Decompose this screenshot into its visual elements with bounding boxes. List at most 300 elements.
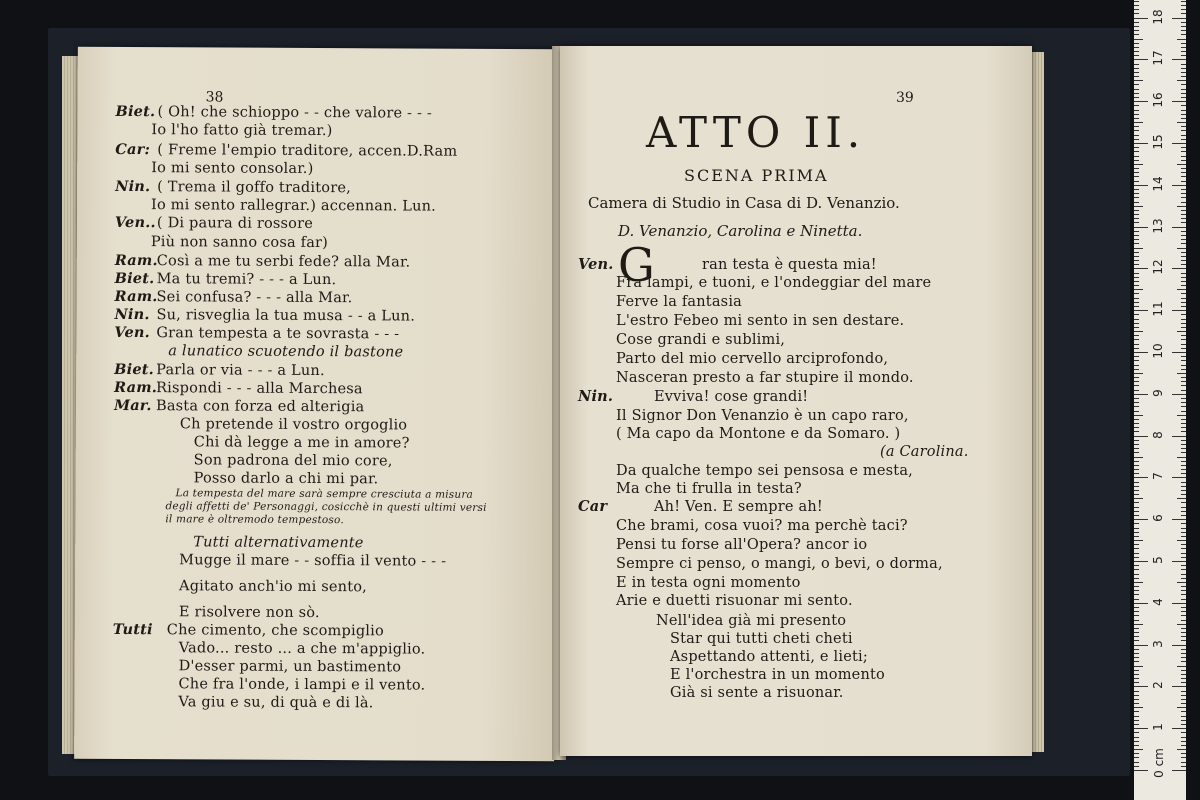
ruler-number: 9: [1151, 388, 1165, 397]
verse-line: Parla or via - - - a Lun.: [156, 362, 325, 380]
ruler-tick: [1134, 1, 1139, 2]
ruler-tick: [1181, 68, 1186, 69]
ruler-tick: [1134, 720, 1139, 721]
ruler-tick: [1134, 30, 1139, 31]
ruler-tick: [1181, 89, 1186, 90]
ruler-tick: [1181, 22, 1186, 23]
verse-line: Tutti alternativamente: [193, 534, 364, 552]
ruler-tick: [1181, 557, 1186, 558]
ruler-tick: [1134, 331, 1143, 332]
ruler-tick: [1134, 645, 1148, 646]
ruler-tick: [1134, 490, 1139, 491]
ruler-tick: [1181, 114, 1186, 115]
ruler-tick: [1181, 507, 1186, 508]
ruler-tick: [1181, 444, 1186, 445]
act-heading: ATTO II.: [646, 108, 866, 157]
verse-line: Aspettando attenti, e lieti;: [670, 649, 868, 665]
ruler-tick: [1172, 686, 1186, 687]
ruler-tick: [1181, 369, 1186, 370]
ruler-tick: [1177, 624, 1186, 625]
ruler-tick: [1181, 732, 1186, 733]
ruler-tick: [1181, 306, 1186, 307]
speaker-label: Biet.: [114, 360, 154, 379]
ruler-tick: [1181, 737, 1186, 738]
ruler-tick: [1134, 741, 1139, 742]
ruler-tick: [1134, 13, 1139, 14]
ruler-tick: [1181, 235, 1186, 236]
ruler-tick: [1181, 293, 1186, 294]
verse-line: (a Carolina.: [880, 444, 969, 460]
ruler-tick: [1134, 114, 1139, 115]
ruler-tick: [1181, 202, 1186, 203]
ruler-tick: [1181, 427, 1186, 428]
verse-line: Ah! Ven. E sempre ah!: [654, 499, 823, 515]
ruler-tick: [1181, 419, 1186, 420]
ruler-tick: [1181, 452, 1186, 453]
right-page: [560, 46, 1032, 756]
verse-line: Nell'idea già mi presento: [656, 613, 847, 629]
ruler-tick: [1181, 285, 1186, 286]
verse-line: Star qui tutti cheti cheti: [670, 631, 853, 647]
verse-line: Sei confusa? - - - alla Mar.: [156, 289, 353, 307]
ruler-tick: [1172, 770, 1186, 771]
ruler-tick: [1134, 528, 1139, 529]
verse-line: E l'orchestra in un momento: [670, 667, 885, 683]
ruler-tick: [1181, 385, 1186, 386]
ruler-tick: [1181, 757, 1186, 758]
ruler-tick: [1181, 181, 1186, 182]
ruler-tick: [1181, 670, 1186, 671]
ruler-tick: [1134, 151, 1139, 152]
ruler-tick: [1172, 519, 1186, 520]
ruler-tick: [1181, 118, 1186, 119]
ruler-tick: [1134, 415, 1143, 416]
ruler-tick: [1134, 557, 1139, 558]
ruler-tick: [1134, 603, 1148, 604]
ruler-tick: [1134, 248, 1143, 249]
ruler-tick: [1134, 76, 1139, 77]
ruler-tick: [1172, 59, 1186, 60]
ruler-tick: [1134, 636, 1139, 637]
ruler-tick: [1134, 130, 1139, 131]
ruler-tick: [1134, 302, 1139, 303]
ruler-tick: [1134, 419, 1139, 420]
ruler-tick: [1134, 369, 1139, 370]
ruler-tick: [1134, 461, 1139, 462]
ruler-tick: [1134, 699, 1139, 700]
ruler-tick: [1134, 47, 1139, 48]
ruler-tick: [1181, 628, 1186, 629]
ruler-tick: [1134, 615, 1139, 616]
ruler-tick: [1181, 661, 1186, 662]
ruler-tick: [1177, 373, 1186, 374]
ruler-tick: [1181, 239, 1186, 240]
ruler-tick: [1134, 72, 1139, 73]
ruler-tick: [1181, 657, 1186, 658]
ruler-tick: [1134, 243, 1139, 244]
ruler-tick: [1181, 741, 1186, 742]
ruler-tick: [1177, 498, 1186, 499]
ruler-tick: [1177, 289, 1186, 290]
ruler-tick: [1181, 147, 1186, 148]
ruler-tick: [1134, 189, 1139, 190]
ruler-tick: [1181, 335, 1186, 336]
ruler-tick: [1181, 13, 1186, 14]
ruler-tick: [1134, 310, 1148, 311]
ruler-tick: [1134, 477, 1148, 478]
ruler-tick: [1134, 540, 1143, 541]
ruler-tick: [1181, 160, 1186, 161]
ruler-tick: [1134, 176, 1139, 177]
ruler-tick: [1172, 227, 1186, 228]
ruler-tick: [1134, 523, 1139, 524]
ruler-tick: [1181, 377, 1186, 378]
ruler-tick: [1134, 711, 1139, 712]
verse-line: Che cimento, che scompiglio: [166, 622, 384, 640]
ruler-tick: [1181, 214, 1186, 215]
speaker-label: Car: [578, 498, 608, 515]
ruler-tick: [1181, 720, 1186, 721]
ruler-tick: [1134, 193, 1139, 194]
ruler-number: 7: [1151, 472, 1165, 481]
ruler-tick: [1134, 256, 1139, 257]
ruler-tick: [1181, 423, 1186, 424]
ruler-tick: [1181, 640, 1186, 641]
verse-line: Parto del mio cervello arciprofondo,: [616, 351, 889, 367]
ruler-tick: [1134, 703, 1139, 704]
ruler-tick: [1181, 473, 1186, 474]
ruler-tick: [1134, 285, 1139, 286]
ruler-tick: [1134, 640, 1139, 641]
ruler-tick: [1134, 147, 1139, 148]
ruler-tick: [1134, 231, 1139, 232]
ruler-tick: [1181, 502, 1186, 503]
verse-line: Così a me tu serbi fede? alla Mar.: [156, 253, 411, 271]
ruler-tick: [1134, 716, 1139, 717]
ruler-tick: [1181, 189, 1186, 190]
ruler-tick: [1134, 118, 1139, 119]
ruler-tick: [1181, 93, 1186, 94]
ruler-number: 10: [1151, 343, 1165, 359]
ruler-tick: [1181, 222, 1186, 223]
ruler-tick: [1177, 164, 1186, 165]
ruler-tick: [1181, 711, 1186, 712]
ruler-tick: [1181, 277, 1186, 278]
ruler-tick: [1181, 515, 1186, 516]
ruler-tick: [1134, 511, 1139, 512]
ruler-tick: [1181, 30, 1186, 31]
ruler-tick: [1134, 582, 1143, 583]
ruler-tick: [1134, 356, 1139, 357]
ruler-tick: [1134, 498, 1143, 499]
ruler-number: 6: [1151, 514, 1165, 523]
ruler-tick: [1134, 139, 1139, 140]
ruler-tick: [1134, 431, 1139, 432]
ruler-tick: [1181, 536, 1186, 537]
ruler-tick: [1134, 339, 1139, 340]
ruler-tick: [1134, 135, 1139, 136]
ruler-tick: [1181, 298, 1186, 299]
verse-line: ( Oh! che schioppo - - che valore - - -: [157, 104, 433, 122]
speaker-label: Ven..: [114, 213, 156, 232]
ruler-tick: [1181, 766, 1186, 767]
ruler-tick: [1134, 594, 1139, 595]
ruler-tick: [1181, 649, 1186, 650]
ruler-tick: [1181, 26, 1186, 27]
ruler-tick: [1134, 586, 1139, 587]
note-line: il mare è oltremodo tempestoso.: [165, 513, 344, 527]
ruler-tick: [1134, 745, 1139, 746]
speaker-label: Biet.: [114, 269, 155, 288]
ruler-tick: [1181, 528, 1186, 529]
ruler-tick: [1134, 678, 1139, 679]
ruler-tick: [1177, 582, 1186, 583]
ruler-tick: [1181, 586, 1186, 587]
ruler-tick: [1134, 122, 1143, 123]
measurement-ruler: [1134, 0, 1186, 800]
ruler-tick: [1134, 762, 1139, 763]
ruler-tick: [1134, 185, 1148, 186]
verse-line: Che fra l'onde, i lampi e il vento.: [178, 676, 426, 694]
ruler-tick: [1134, 319, 1139, 320]
ruler-tick: [1134, 26, 1139, 27]
ruler-tick: [1134, 411, 1139, 412]
verse-line: Sempre ci penso, o mangi, o bevi, o dorma,: [616, 556, 943, 572]
ruler-tick: [1134, 51, 1139, 52]
ruler-tick: [1181, 607, 1186, 608]
verse-line: Più non sanno cosa far): [150, 234, 329, 252]
speaker-label: Tutti: [112, 620, 153, 639]
ruler-tick: [1134, 753, 1139, 754]
ruler-tick: [1134, 160, 1139, 161]
ruler-tick: [1181, 1, 1186, 2]
ruler-tick: [1181, 440, 1186, 441]
ruler-tick: [1181, 390, 1186, 391]
verse-line: Ma tu tremi? - - - a Lun.: [156, 271, 337, 289]
ruler-tick: [1177, 457, 1186, 458]
ruler-tick: [1134, 691, 1139, 692]
ruler-tick: [1134, 43, 1139, 44]
ruler-tick: [1134, 268, 1148, 269]
note-line: degli affetti de' Personaggi, cosicchè in questi ultimi versi: [165, 500, 487, 514]
ruler-tick: [1181, 47, 1186, 48]
ruler-tick: [1134, 197, 1139, 198]
ruler-tick: [1134, 465, 1139, 466]
ruler-number: 14: [1151, 176, 1165, 192]
ruler-tick: [1134, 9, 1139, 10]
ruler-number: 1: [1151, 723, 1165, 732]
ruler-tick: [1181, 151, 1186, 152]
ruler-tick: [1134, 352, 1148, 353]
verse-line: Agitato anch'io mi sento,: [179, 578, 368, 596]
ruler-tick: [1177, 206, 1186, 207]
speaker-label: Nin.: [114, 305, 150, 324]
ruler-tick: [1134, 473, 1139, 474]
ruler-tick: [1181, 523, 1186, 524]
ruler-tick: [1134, 289, 1143, 290]
right-page-edges: [1030, 52, 1044, 752]
ruler-tick: [1181, 620, 1186, 621]
ruler-tick: [1134, 686, 1148, 687]
note-line: La tempesta del mare sarà sempre cresciuta a misura: [175, 487, 474, 501]
ruler-tick: [1134, 565, 1139, 566]
ruler-tick: [1134, 599, 1139, 600]
ruler-tick: [1134, 515, 1139, 516]
ruler-tick: [1134, 670, 1139, 671]
ruler-tick: [1134, 398, 1139, 399]
ruler-tick: [1134, 143, 1148, 144]
ruler-tick: [1134, 402, 1139, 403]
ruler-tick: [1177, 39, 1186, 40]
ruler-tick: [1134, 34, 1139, 35]
ruler-tick: [1181, 632, 1186, 633]
ruler-tick: [1134, 737, 1139, 738]
ruler-tick: [1177, 415, 1186, 416]
ruler-tick: [1134, 39, 1143, 40]
left-page: [74, 47, 558, 762]
ruler-tick: [1181, 72, 1186, 73]
verse-line: Ferve la fantasia: [616, 294, 742, 310]
ruler-tick: [1181, 97, 1186, 98]
ruler-tick: [1134, 126, 1139, 127]
ruler-tick: [1181, 578, 1186, 579]
ruler-tick: [1181, 724, 1186, 725]
verse-line: Su, risveglia la tua musa - - a Lun.: [156, 307, 416, 325]
ruler-tick: [1181, 599, 1186, 600]
ruler-tick: [1134, 172, 1139, 173]
ruler-tick: [1181, 398, 1186, 399]
ruler-tick: [1134, 440, 1139, 441]
ruler-tick: [1134, 695, 1139, 696]
ruler-tick: [1181, 465, 1186, 466]
ruler-tick: [1134, 532, 1139, 533]
ruler-tick: [1181, 636, 1186, 637]
verse-line: Basta con forza ed alterigia: [155, 398, 365, 416]
speaker-label: Ram.: [114, 287, 158, 306]
ruler-tick: [1177, 80, 1186, 81]
ruler-tick: [1134, 574, 1139, 575]
ruler-number: 2: [1151, 681, 1165, 690]
ruler-tick: [1134, 5, 1139, 6]
ruler-tick: [1172, 477, 1186, 478]
ruler-tick: [1134, 444, 1139, 445]
ruler-tick: [1134, 724, 1139, 725]
ruler-tick: [1181, 130, 1186, 131]
ruler-tick: [1134, 653, 1139, 654]
ruler-tick: [1181, 490, 1186, 491]
ruler-tick: [1134, 218, 1139, 219]
ruler-number: 18: [1151, 8, 1165, 25]
ruler-tick: [1181, 273, 1186, 274]
speaker-label: Ven.: [578, 256, 614, 273]
ruler-number: 5: [1151, 556, 1165, 564]
ruler-tick: [1181, 84, 1186, 85]
ruler-tick: [1134, 97, 1139, 98]
ruler-tick: [1134, 732, 1139, 733]
ruler-tick: [1181, 653, 1186, 654]
ruler-tick: [1181, 682, 1186, 683]
ruler-tick: [1134, 624, 1143, 625]
ruler-tick: [1134, 252, 1139, 253]
ruler-number: 16: [1151, 92, 1165, 108]
ruler-tick: [1134, 406, 1139, 407]
ruler-tick: [1181, 431, 1186, 432]
characters-list: D. Venanzio, Carolina e Ninetta.: [618, 222, 863, 240]
verse-line: Son padrona del mio core,: [193, 452, 393, 470]
ruler-tick: [1181, 281, 1186, 282]
ruler-tick: [1177, 331, 1186, 332]
ruler-tick: [1134, 544, 1139, 545]
ruler-tick: [1172, 603, 1186, 604]
speaker-label: Nin.: [578, 388, 614, 405]
drop-cap: G: [618, 238, 655, 292]
ruler-tick: [1134, 227, 1148, 228]
ruler-tick: [1134, 632, 1139, 633]
verse-line: Io mi sento consolar.): [151, 160, 314, 177]
ruler-tick: [1134, 89, 1139, 90]
ruler-tick: [1134, 210, 1139, 211]
ruler-tick: [1181, 156, 1186, 157]
ruler-tick: [1181, 55, 1186, 56]
ruler-tick: [1134, 306, 1139, 307]
ruler-tick: [1181, 126, 1186, 127]
ruler-number: 11: [1151, 301, 1165, 317]
verse-line: Mugge il mare - - soffia il vento - - -: [179, 552, 447, 570]
ruler-tick: [1134, 448, 1139, 449]
ruler-tick: [1181, 231, 1186, 232]
ruler-tick: [1134, 264, 1139, 265]
ruler-tick: [1181, 569, 1186, 570]
ruler-tick: [1181, 699, 1186, 700]
ruler-tick: [1134, 452, 1139, 453]
ruler-number: 15: [1151, 134, 1165, 150]
ruler-tick: [1134, 222, 1139, 223]
verse-line: E risolvere non sò.: [178, 604, 320, 622]
ruler-tick: [1181, 461, 1186, 462]
ruler-tick: [1172, 101, 1186, 102]
ruler-tick: [1177, 122, 1186, 123]
verse-line: Chi dà legge a me in amore?: [193, 434, 410, 452]
verse-line: Ch pretende il vostro orgoglio: [179, 416, 408, 434]
speaker-label: Ram.: [114, 251, 158, 270]
ruler-tick: [1181, 135, 1186, 136]
ruler-tick: [1181, 243, 1186, 244]
ruler-tick: [1181, 176, 1186, 177]
ruler-tick: [1134, 110, 1139, 111]
ruler-tick: [1181, 494, 1186, 495]
ruler-tick: [1172, 561, 1186, 562]
ruler-tick: [1181, 565, 1186, 566]
ruler-tick: [1181, 64, 1186, 65]
speaker-label: Biet.: [115, 102, 156, 121]
verse-line: Già si sente a risuonar.: [670, 685, 844, 701]
ruler-tick: [1177, 749, 1186, 750]
ruler-tick: [1172, 352, 1186, 353]
verse-line: Evviva! cose grandi!: [654, 389, 809, 405]
ruler-tick: [1181, 691, 1186, 692]
verse-line: Pensi tu forse all'Opera? ancor io: [616, 537, 868, 553]
ruler-tick: [1134, 770, 1148, 771]
ruler-tick: [1181, 5, 1186, 6]
ruler-tick: [1134, 548, 1139, 549]
speaker-label: Ram.: [114, 378, 158, 397]
ruler-tick: [1134, 507, 1139, 508]
ruler-tick: [1134, 293, 1139, 294]
ruler-tick: [1172, 268, 1186, 269]
ruler-tick: [1134, 569, 1139, 570]
verse-line: L'estro Febeo mi sento in sen destare.: [616, 313, 905, 329]
ruler-tick: [1134, 314, 1139, 315]
